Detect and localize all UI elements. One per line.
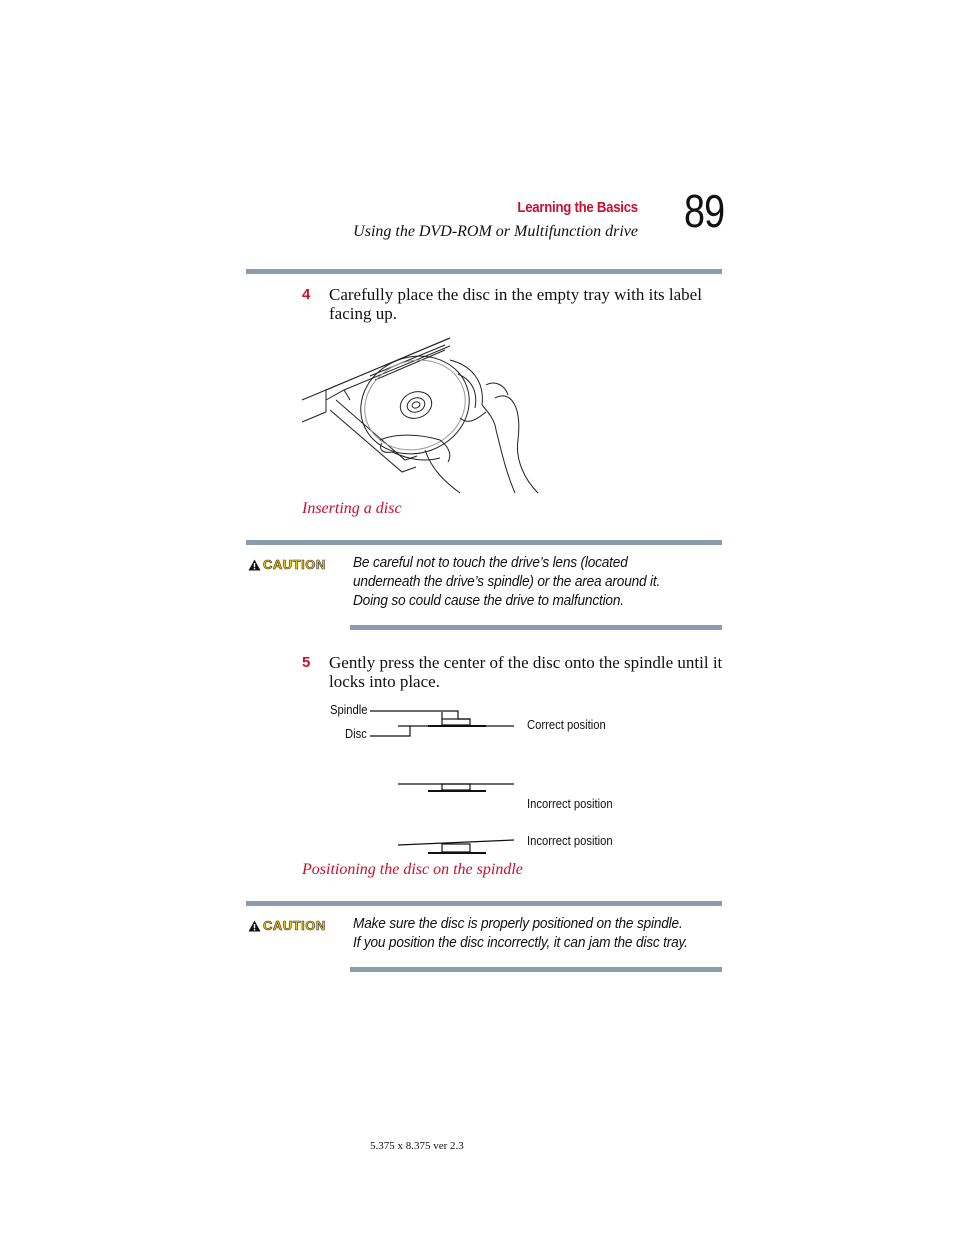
figure-caption: Inserting a disc (302, 500, 402, 517)
spindle-label: Spindle (330, 703, 368, 717)
caution-rule-bottom (350, 967, 722, 972)
page-number: 89 (684, 185, 725, 237)
step-text: Gently press the center of the disc onto the spindle until it locks into place. (329, 653, 723, 691)
caution-badge (248, 918, 326, 933)
spindle-position-diagram (340, 700, 520, 860)
correct-position-label: Correct position (527, 718, 606, 732)
section-title: Using the DVD-ROM or Multifunction drive (353, 223, 638, 240)
caution-rule-bottom (350, 625, 722, 630)
figure-caption: Positioning the disc on the spindle (302, 861, 523, 878)
incorrect-position-label: Incorrect position (527, 834, 613, 848)
step-number: 5 (302, 654, 311, 671)
footer-version: 5.375 x 8.375 ver 2.3 (370, 1140, 464, 1152)
chapter-title: Learning the Basics (517, 199, 638, 216)
caution-label: CAUTION (263, 918, 326, 933)
caution-label: CAUTION (263, 557, 326, 572)
header-rule (246, 269, 722, 274)
caution-text: Make sure the disc is properly positioned on the spindle. If you position the disc incorrectly, it can jam the disc tray. (353, 915, 688, 951)
warning-triangle-icon (248, 559, 261, 571)
caution-badge (248, 557, 326, 572)
inserting-disc-illustration (300, 330, 545, 498)
warning-triangle-icon (248, 920, 261, 932)
disc-label: Disc (345, 727, 367, 741)
step-text: Carefully place the disc in the empty tray with its label facing up. (329, 285, 702, 323)
incorrect-position-label: Incorrect position (527, 797, 613, 811)
caution-rule-top (246, 901, 722, 906)
caution-rule-top (246, 540, 722, 545)
caution-text: Be careful not to touch the drive’s lens (located underneath the drive’s spindle) or the area around it. Doing so could cause the drive to malfunction. (353, 554, 661, 609)
step-number: 4 (302, 286, 311, 303)
